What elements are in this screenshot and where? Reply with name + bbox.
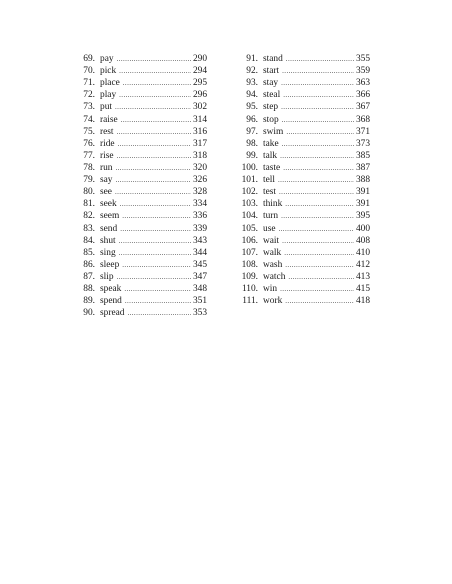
entry-page-number: 318 <box>192 150 207 161</box>
entry-word: win <box>263 284 278 295</box>
entry-number: 70. <box>83 66 95 77</box>
index-entry <box>236 150 370 162</box>
entry-page-number: 317 <box>192 138 207 149</box>
entry-page-number: 302 <box>192 102 207 113</box>
entry-word: place <box>100 78 120 89</box>
entry-number: 72. <box>83 90 95 101</box>
index-entry <box>236 271 370 283</box>
index-entry <box>236 259 370 271</box>
entry-number: 96. <box>246 114 258 125</box>
entry-number: 82. <box>83 211 95 222</box>
entry-number: 76. <box>83 138 95 149</box>
entry-page-number: 339 <box>192 223 207 234</box>
entry-page-number: 351 <box>192 296 207 307</box>
entry-page-number: 363 <box>355 78 370 89</box>
entry-page-number: 343 <box>192 235 207 246</box>
index-entry <box>236 223 370 235</box>
entry-word: play <box>100 90 117 101</box>
entry-page-number: 334 <box>192 199 207 210</box>
entry-page-number: 345 <box>192 259 207 270</box>
dot-leader <box>119 247 191 259</box>
entry-word: taste <box>263 162 281 173</box>
dot-leader <box>285 198 354 210</box>
entry-page-number: 367 <box>355 102 370 113</box>
entry-page-number: 295 <box>192 78 207 89</box>
entry-word: start <box>263 66 280 77</box>
dot-leader <box>117 53 191 65</box>
entry-page-number: 366 <box>355 90 370 101</box>
index-entry <box>236 138 370 150</box>
entry-number: 77. <box>83 150 95 161</box>
entry-word: spread <box>100 308 125 319</box>
index-entry <box>236 186 370 198</box>
entry-page-number: 348 <box>192 284 207 295</box>
dot-leader <box>124 283 191 295</box>
entry-page-number: 326 <box>192 175 207 186</box>
entry-number: 88. <box>83 284 95 295</box>
entry-word: wait <box>263 235 280 246</box>
entry-number: 97. <box>246 126 258 137</box>
entry-page-number: 290 <box>192 54 207 64</box>
entry-word: test <box>263 187 277 198</box>
index-entry <box>73 65 207 77</box>
index-entry <box>73 259 207 271</box>
index-entry <box>73 138 207 150</box>
dot-leader <box>119 89 191 101</box>
dot-leader <box>280 283 354 295</box>
dot-leader <box>285 295 354 307</box>
entry-number: 85. <box>83 247 95 258</box>
index-column-left <box>73 53 207 319</box>
index-entry <box>73 295 207 307</box>
entry-number: 109. <box>241 271 258 282</box>
dot-leader <box>283 89 354 101</box>
entry-number: 91. <box>246 54 258 64</box>
entry-word: pay <box>100 54 114 64</box>
dot-leader <box>120 223 191 235</box>
entry-page-number: 413 <box>355 271 370 282</box>
entry-number: 101. <box>241 175 258 186</box>
dot-leader <box>279 223 354 235</box>
entry-number: 81. <box>83 199 95 210</box>
entry-number: 105. <box>241 223 258 234</box>
entry-page-number: 336 <box>192 211 207 222</box>
entry-number: 71. <box>83 78 95 89</box>
entry-number: 95. <box>246 102 258 113</box>
entry-page-number: 388 <box>355 175 370 186</box>
entry-number: 89. <box>83 296 95 307</box>
entry-page-number: 385 <box>355 150 370 161</box>
dot-leader <box>123 77 191 89</box>
index-entry <box>73 162 207 174</box>
dot-leader <box>122 259 191 271</box>
entry-word: seek <box>100 199 117 210</box>
index-entry <box>73 77 207 89</box>
dot-leader <box>278 174 354 186</box>
entry-word: sleep <box>100 259 120 270</box>
index-entry <box>236 295 370 307</box>
entry-number: 107. <box>241 247 258 258</box>
entry-word: use <box>263 223 276 234</box>
dot-leader <box>282 235 354 247</box>
dot-leader <box>279 186 354 198</box>
index-entry <box>236 53 370 65</box>
entry-word: work <box>263 296 283 307</box>
entry-word: wash <box>263 259 283 270</box>
index-entry <box>236 235 370 247</box>
entry-word: think <box>263 199 283 210</box>
dot-leader <box>117 150 191 162</box>
index-entry <box>73 101 207 113</box>
entry-word: turn <box>263 211 279 222</box>
index-entry <box>73 126 207 138</box>
entry-page-number: 320 <box>192 162 207 173</box>
dot-leader <box>286 53 354 65</box>
entry-word: spend <box>100 296 122 307</box>
index-entry <box>236 101 370 113</box>
entry-number: 94. <box>246 90 258 101</box>
dot-leader <box>117 126 191 138</box>
entry-number: 83. <box>83 223 95 234</box>
index-entry <box>73 53 207 65</box>
index-entry <box>73 307 207 319</box>
entry-word: take <box>263 138 279 149</box>
dot-leader <box>127 307 190 319</box>
index-entry <box>236 210 370 222</box>
dot-leader <box>283 162 354 174</box>
dot-leader <box>286 126 354 138</box>
index-entry <box>236 89 370 101</box>
entry-page-number: 410 <box>355 247 370 258</box>
entry-word: swim <box>263 126 284 137</box>
entry-word: seem <box>100 211 120 222</box>
index-entry <box>73 283 207 295</box>
index-entry <box>73 174 207 186</box>
entry-page-number: 316 <box>192 126 207 137</box>
index-entry <box>236 174 370 186</box>
entry-number: 80. <box>83 187 95 198</box>
entry-page-number: 296 <box>192 90 207 101</box>
entry-page-number: 408 <box>355 235 370 246</box>
entry-page-number: 314 <box>192 114 207 125</box>
index-entry <box>236 65 370 77</box>
entry-number: 111. <box>242 296 258 307</box>
entry-word: steal <box>263 90 281 101</box>
entry-page-number: 294 <box>192 66 207 77</box>
index-entry <box>73 223 207 235</box>
entry-word: talk <box>263 150 278 161</box>
index-entry <box>236 114 370 126</box>
entry-number: 78. <box>83 162 95 173</box>
entry-number: 69. <box>83 54 95 64</box>
entry-page-number: 373 <box>355 138 370 149</box>
dot-leader <box>284 247 354 259</box>
entry-number: 87. <box>83 271 95 282</box>
entry-page-number: 371 <box>355 126 370 137</box>
dot-leader <box>121 114 191 126</box>
entry-word: pick <box>100 66 117 77</box>
entry-number: 106. <box>241 235 258 246</box>
entry-number: 110. <box>241 284 258 295</box>
index-column-right <box>236 53 370 307</box>
entry-word: rest <box>100 126 114 137</box>
entry-page-number: 355 <box>355 54 370 64</box>
entry-page-number: 387 <box>355 162 370 173</box>
entry-page-number: 395 <box>355 211 370 222</box>
index-entry <box>73 89 207 101</box>
entry-word: stand <box>263 54 283 64</box>
entry-word: walk <box>263 247 282 258</box>
entry-word: stay <box>263 78 279 89</box>
entry-number: 74. <box>83 114 95 125</box>
dot-leader <box>281 101 354 113</box>
dot-leader <box>281 77 354 89</box>
entry-word: raise <box>100 114 118 125</box>
entry-page-number: 412 <box>355 259 370 270</box>
entry-number: 79. <box>83 175 95 186</box>
entry-page-number: 415 <box>355 284 370 295</box>
entry-word: sing <box>100 247 116 258</box>
dot-leader <box>119 65 191 77</box>
dot-leader <box>118 138 191 150</box>
dot-leader <box>116 162 191 174</box>
entry-number: 90. <box>83 308 95 319</box>
entry-word: speak <box>100 284 122 295</box>
index-entry <box>73 198 207 210</box>
entry-number: 73. <box>83 102 95 113</box>
entry-word: step <box>263 102 279 113</box>
entry-number: 84. <box>83 235 95 246</box>
index-entry <box>236 162 370 174</box>
index-entry <box>236 77 370 89</box>
index-entry <box>73 186 207 198</box>
entry-word: shut <box>100 235 116 246</box>
index-entry <box>73 114 207 126</box>
index-entry <box>73 271 207 283</box>
entry-word: send <box>100 223 118 234</box>
dot-leader <box>115 186 191 198</box>
entry-word: watch <box>263 271 286 282</box>
dot-leader <box>117 271 191 283</box>
index-entry <box>236 283 370 295</box>
entry-word: say <box>100 175 113 186</box>
index-entry <box>73 247 207 259</box>
dot-leader <box>288 271 354 283</box>
entry-page-number: 359 <box>355 66 370 77</box>
dot-leader <box>120 198 191 210</box>
entry-number: 102. <box>241 187 258 198</box>
entry-page-number: 353 <box>192 308 207 319</box>
entry-word: ride <box>100 138 115 149</box>
entry-page-number: 391 <box>355 199 370 210</box>
entry-number: 100. <box>241 162 258 173</box>
dot-leader <box>116 174 191 186</box>
dot-leader <box>280 150 354 162</box>
dot-leader <box>119 235 191 247</box>
entry-page-number: 368 <box>355 114 370 125</box>
entry-page-number: 344 <box>192 247 207 258</box>
entry-number: 104. <box>241 211 258 222</box>
index-entry <box>73 210 207 222</box>
entry-word: stop <box>263 114 279 125</box>
index-entry <box>236 247 370 259</box>
entry-page-number: 328 <box>192 187 207 198</box>
entry-number: 99. <box>246 150 258 161</box>
index-entry <box>236 126 370 138</box>
entry-number: 86. <box>83 259 95 270</box>
entry-number: 98. <box>246 138 258 149</box>
entry-number: 92. <box>246 66 258 77</box>
index-entry <box>73 150 207 162</box>
entry-word: slip <box>100 271 114 282</box>
entry-page-number: 391 <box>355 187 370 198</box>
entry-page-number: 347 <box>192 271 207 282</box>
index-entry <box>236 198 370 210</box>
dot-leader <box>122 210 191 222</box>
entry-number: 103. <box>241 199 258 210</box>
dot-leader <box>282 114 354 126</box>
entry-word: rise <box>100 150 114 161</box>
dot-leader <box>282 65 354 77</box>
index-entry <box>73 235 207 247</box>
dot-leader <box>125 295 191 307</box>
dot-leader <box>285 259 354 271</box>
entry-word: put <box>100 102 112 113</box>
entry-number: 93. <box>246 78 258 89</box>
entry-number: 75. <box>83 126 95 137</box>
entry-word: see <box>100 187 112 198</box>
entry-page-number: 400 <box>355 223 370 234</box>
dot-leader <box>281 210 354 222</box>
entry-number: 108. <box>241 259 258 270</box>
entry-page-number: 418 <box>355 296 370 307</box>
dot-leader <box>115 101 191 113</box>
entry-word: run <box>100 162 113 173</box>
entry-word: tell <box>263 175 275 186</box>
dot-leader <box>282 138 354 150</box>
